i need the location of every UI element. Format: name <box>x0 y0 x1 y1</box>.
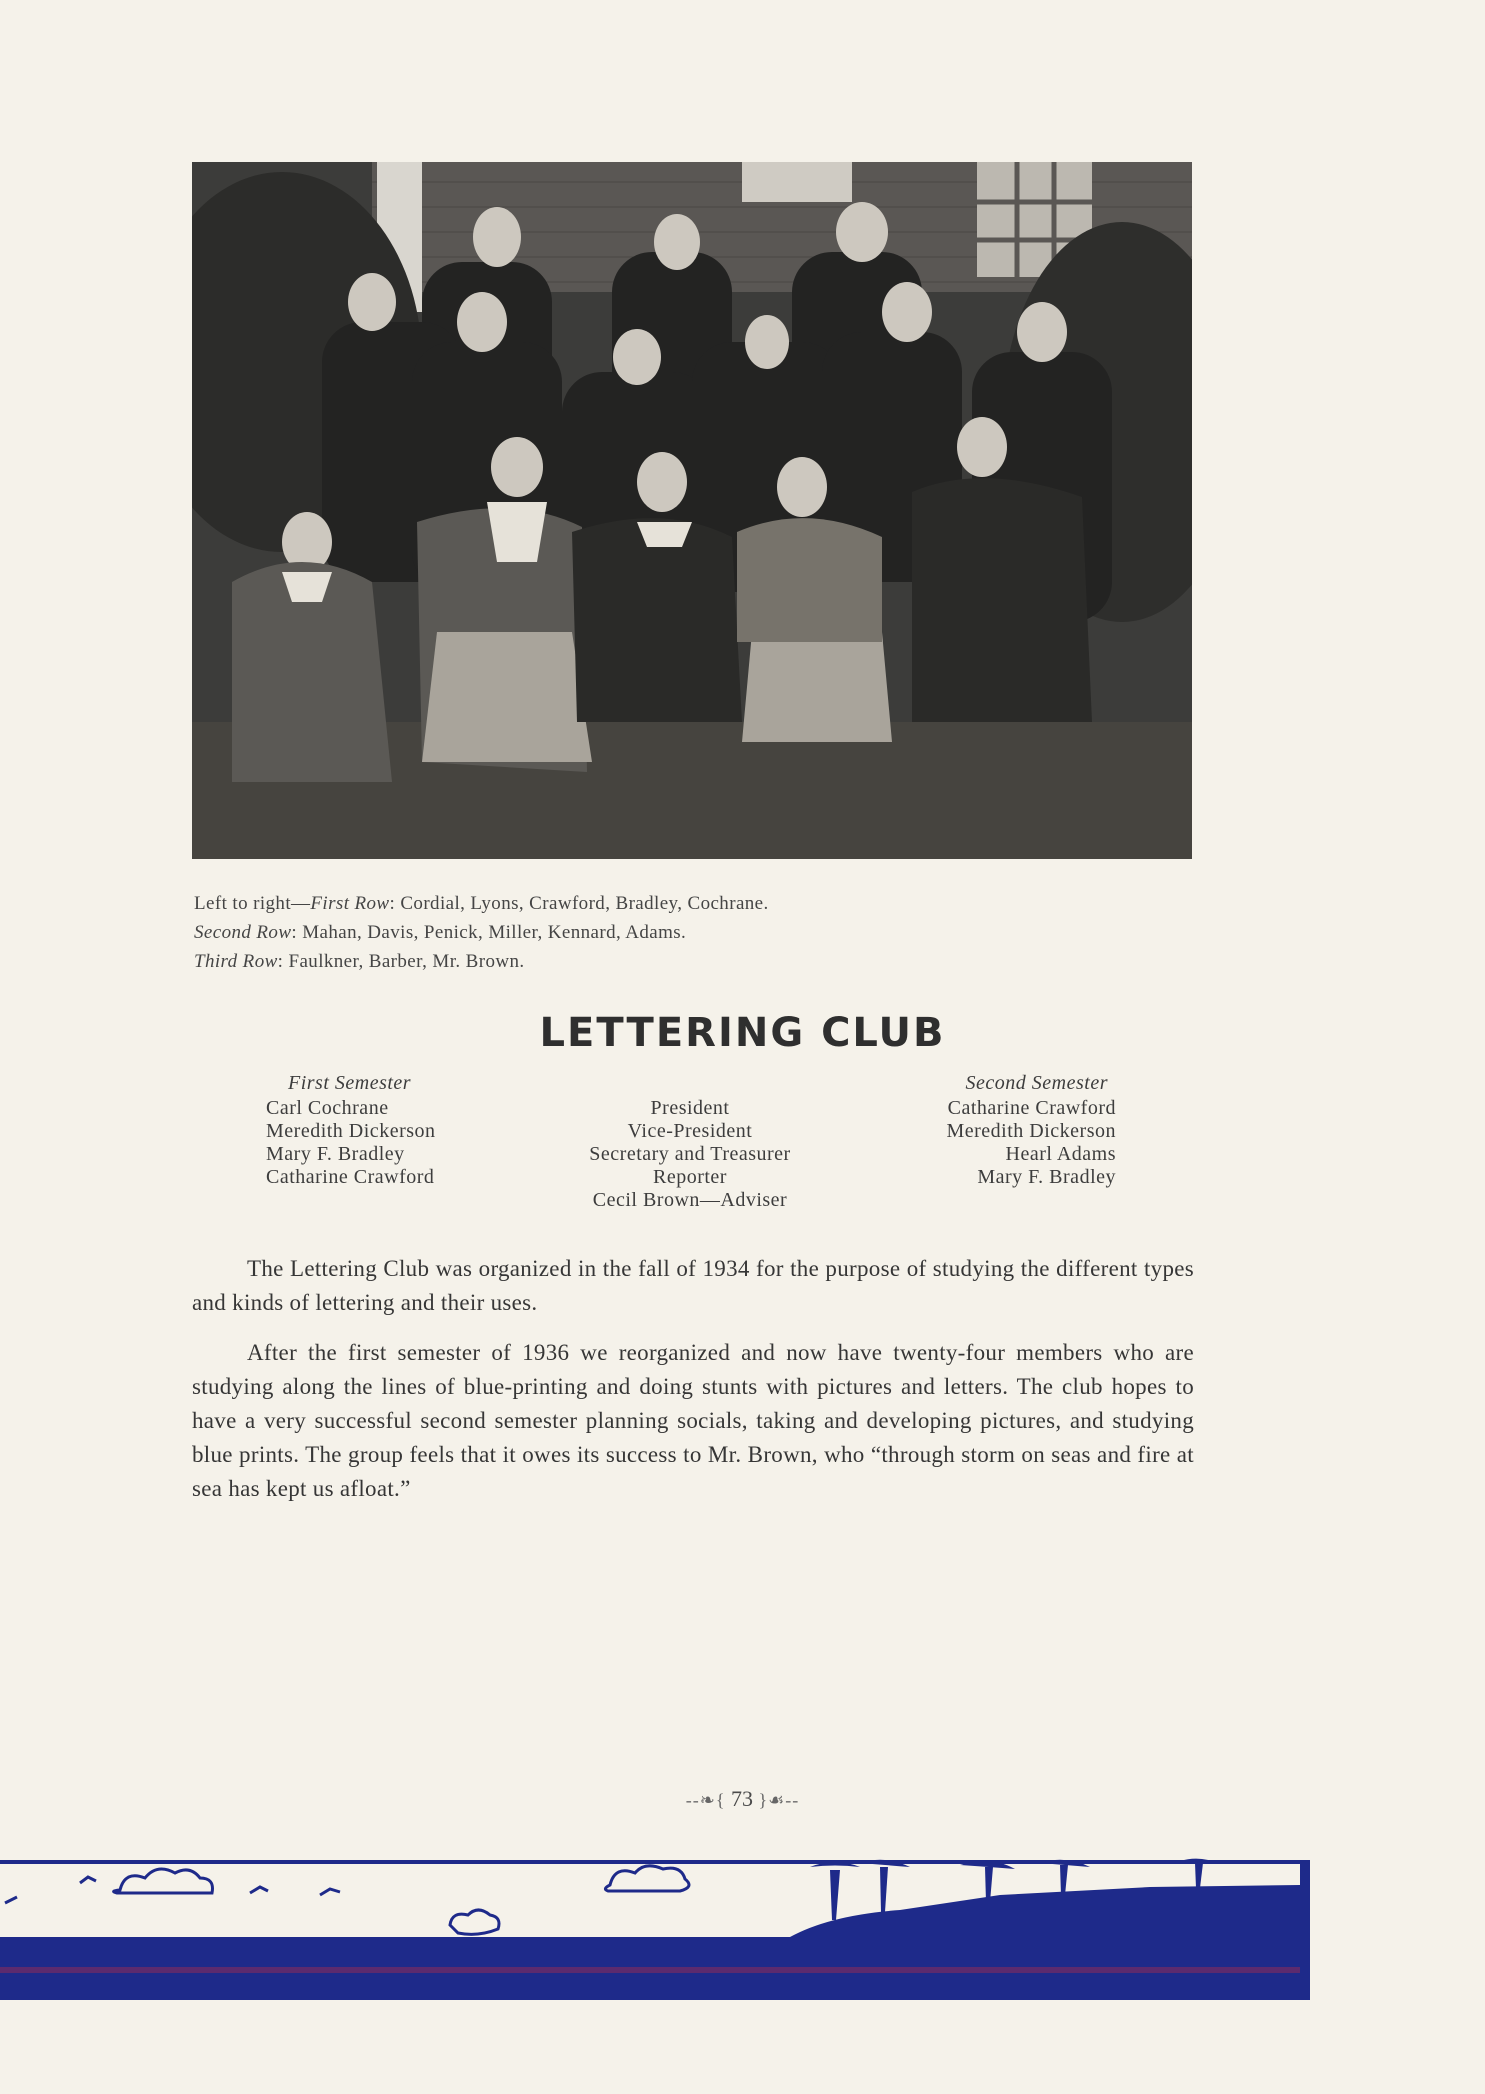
footer-landscape-band <box>0 1855 1310 2000</box>
office-title: President <box>650 1097 730 1119</box>
office-title: Vice-President <box>627 1120 753 1142</box>
caption-row3-names: : Faulkner, Barber, Mr. Brown. <box>277 951 525 972</box>
second-semester-heading: Second Semester <box>965 1072 1108 1094</box>
right-ornament-icon: }☙-- <box>758 1790 800 1810</box>
offices-column <box>520 1072 860 1212</box>
photo-caption <box>194 889 1194 976</box>
caption-row3-label: Third Row <box>194 951 278 972</box>
page-title: LETTERING CLUB <box>539 1010 946 1056</box>
second-semester-officer: Mary F. Bradley <box>977 1166 1116 1188</box>
group-photo <box>192 162 1192 859</box>
first-semester-officer: Catharine Crawford <box>266 1166 435 1188</box>
first-semester-officer: Mary F. Bradley <box>266 1143 405 1165</box>
office-title: Secretary and Treasurer <box>589 1143 791 1165</box>
caption-row-1 <box>194 889 1194 918</box>
caption-row1-label: First Row <box>310 893 390 914</box>
second-semester-column <box>880 1072 1116 1189</box>
second-semester-officer: Meredith Dickerson <box>946 1120 1116 1142</box>
second-semester-officer: Catharine Crawford <box>947 1097 1116 1119</box>
caption-row2-names: : Mahan, Davis, Penick, Miller, Kennard, Adams. <box>291 922 687 943</box>
caption-row1-names: : Cordial, Lyons, Crawford, Bradley, Cochrane. <box>389 893 769 914</box>
caption-row2-label: Second Row <box>194 922 292 943</box>
group-photo-image <box>192 162 1192 859</box>
first-semester-column <box>266 1072 506 1189</box>
office-title: Reporter <box>653 1166 727 1188</box>
offices-spacer <box>520 1072 860 1097</box>
body-paragraph: After the first semester of 1936 we reorganized and now have twenty-four members who are studying along the lines of blue-printing and doing stunts with pictures and letters. The club hopes to have a very successful second semester planning socials, taking and developing pictures, and studying blue prints. The group feels that it owes its success to Mr. Brown, who “through storm on seas and fire at sea has kept us afloat.” <box>192 1340 1194 1501</box>
first-semester-officer: Carl Cochrane <box>266 1097 389 1119</box>
first-semester-officer: Meredith Dickerson <box>266 1120 436 1142</box>
caption-row-2 <box>194 918 1194 947</box>
second-semester-officer: Hearl Adams <box>1005 1143 1116 1165</box>
page-number <box>0 1786 1485 1812</box>
left-ornament-icon: --❧{ <box>685 1790 726 1810</box>
first-semester-heading: First Semester <box>288 1072 412 1094</box>
body-paragraph: The Lettering Club was organized in the fall of 1934 for the purpose of studying the different types and kinds of lettering and their uses. <box>192 1256 1194 1315</box>
caption-row-3 <box>194 947 1194 976</box>
page-number-value: 73 <box>730 1786 753 1811</box>
footer-landscape-illustration <box>0 1855 1310 2000</box>
caption-lead: Left to right— <box>194 893 311 914</box>
article-body <box>192 1252 1194 1522</box>
adviser-line: Cecil Brown—Adviser <box>592 1189 788 1211</box>
